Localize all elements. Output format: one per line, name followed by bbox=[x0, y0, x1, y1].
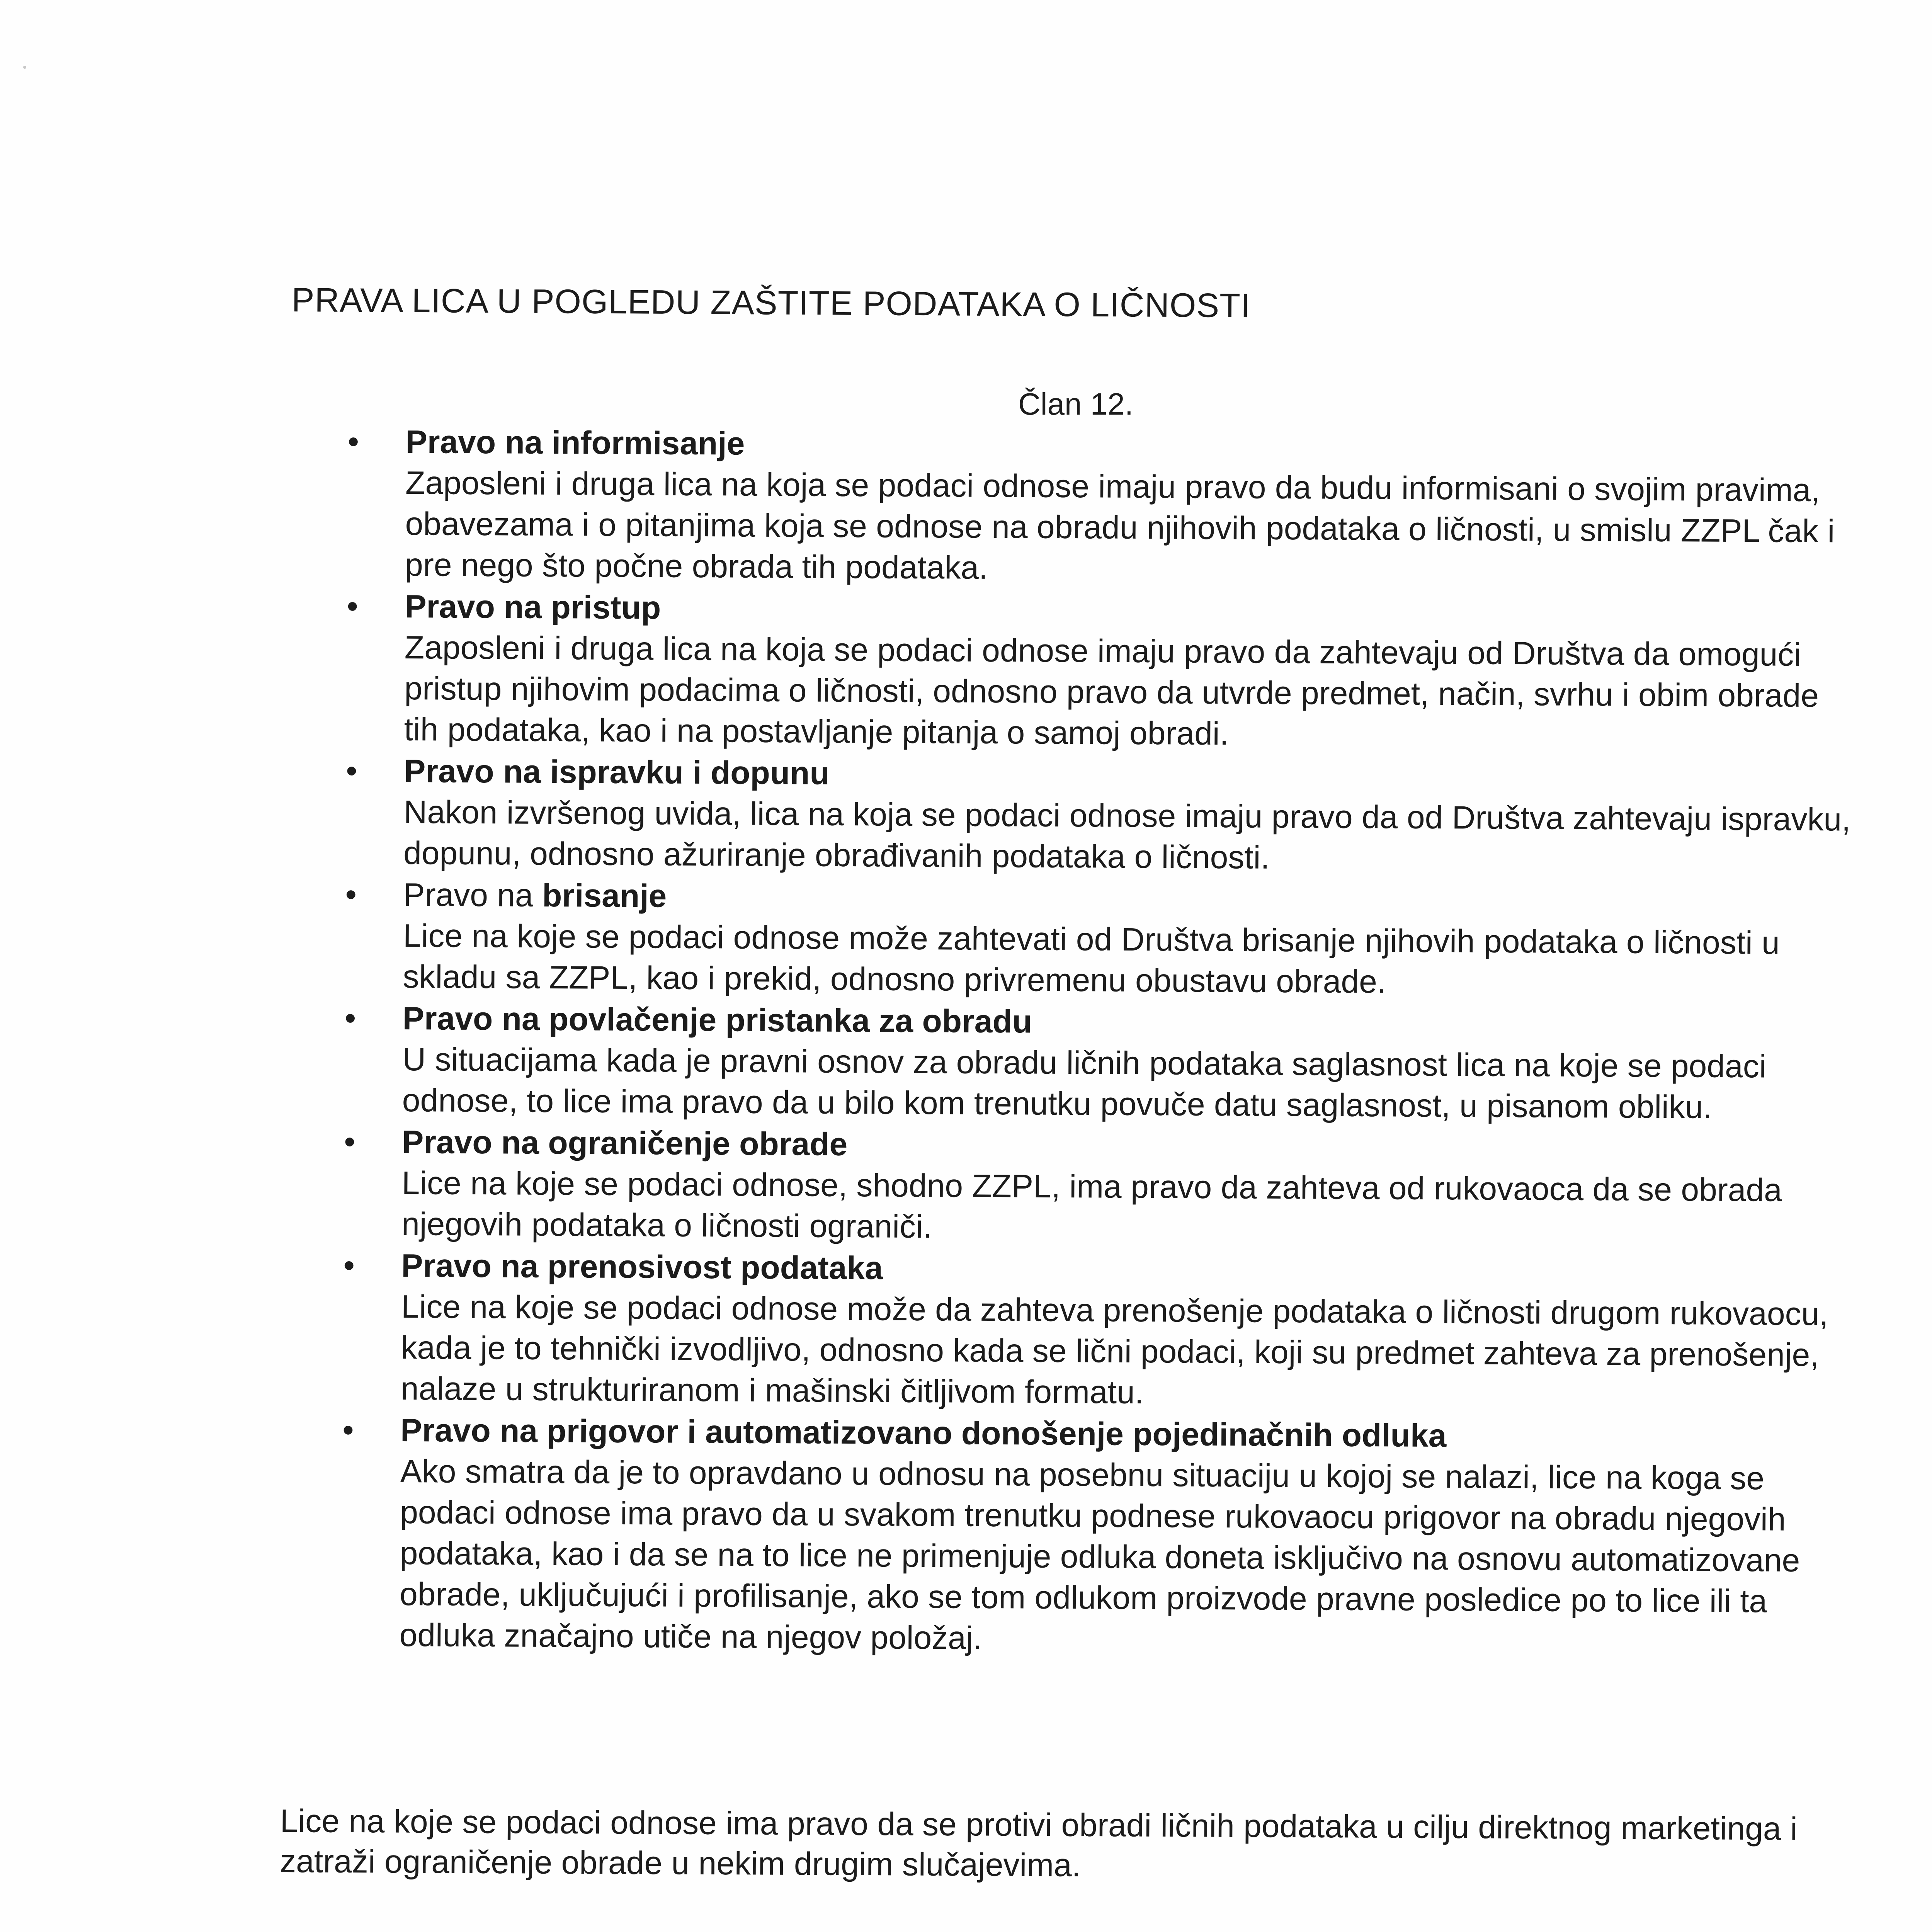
right-description: Nakon izvršenog uvida, lica na koja se podaci odnose imaju pravo da od Društva zahtevaju ispravku, dopunu, odnosno ažuriranje obrađivanih podataka o ličnosti. bbox=[403, 793, 1851, 876]
bullet-icon: • bbox=[347, 588, 359, 624]
document-title: PRAVA LICA U POGLEDU ZAŠTITE PODATAKA O LIČNOSTI bbox=[291, 281, 1251, 325]
list-item-right-to-portability bbox=[343, 1245, 1854, 1417]
bullet-icon: • bbox=[344, 1000, 356, 1036]
rights-list bbox=[342, 421, 1859, 1664]
right-description: U situacijama kada je pravni osnov za obradu ličnih podataka saglasnost lica na koje se podaci odnose, to lice ima pravo da u bilo kom trenutku povuče datu saglasnost, u pisanom obliku. bbox=[402, 1041, 1767, 1125]
bullet-icon: • bbox=[344, 1123, 355, 1160]
right-description: Lice na koje se podaci odnose može zahtevati od Društva brisanje njihovih podataka o ličnosti u skladu sa ZZPL, kao i prekid, odnosno privremenu obustavu obrade. bbox=[403, 917, 1780, 1000]
right-description: Lice na koje se podaci odnose, shodno ZZPL, ima pravo da zahteva od rukovaoca da se obrada njegovih podataka o ličnosti ograniči. bbox=[401, 1164, 1782, 1245]
right-description: Ako smatra da je to opravdano u odnosu na posebnu situaciju u kojoj se nalazi, lice na koga se podaci odnose ima pravo da u svakom trenutku podnese rukovaocu prigovor na obradu njegovih podataka, kao i da se na to lice ne primenjuje odluka doneta isključivo na osnovu automatizovane obrade, uključujući i profilisanje, ako se tom odlukom proizvode pravne posledice po to lice ili ta odluka značajno utiče na njegov položaj. bbox=[399, 1452, 1800, 1656]
right-description: Zaposleni i druga lica na koja se podaci odnose imaju pravo da budu informisani o svojim pravima, obavezama i o pitanjima koja se odnose na obradu njihovih podataka o ličnosti, u smislu ZZPL čak i pre nego što počne obrada tih podataka. bbox=[405, 464, 1835, 586]
list-item-right-of-access bbox=[347, 586, 1858, 757]
list-item-right-to-object bbox=[342, 1410, 1853, 1663]
scan-speck bbox=[23, 66, 26, 69]
paragraph-complaint bbox=[279, 1930, 1826, 1932]
right-heading-emphasis: brisanje bbox=[542, 877, 667, 914]
list-item-right-to-withdraw-consent bbox=[344, 998, 1856, 1128]
right-heading: Pravo na ispravku i dopunu bbox=[404, 752, 830, 791]
bullet-icon: • bbox=[343, 1247, 355, 1284]
right-heading-prefix: Pravo na bbox=[403, 876, 534, 913]
right-heading: Pravo na ograničenje obrade bbox=[401, 1123, 848, 1163]
bullet-icon: • bbox=[347, 423, 359, 460]
right-heading bbox=[403, 874, 1856, 923]
right-description: Zaposleni i druga lica na koja se podaci odnose imaju pravo da zahtevaju od Društva da omogući pristup njihovim podacima o ličnosti, odnosno pravo da utvrde predmet, način, svrhu i obim obrade tih podataka, kao i na postavljanje pitanja o samoj obradi. bbox=[404, 629, 1819, 752]
right-heading: Pravo na prenosivost podataka bbox=[401, 1247, 883, 1286]
bullet-icon: • bbox=[345, 876, 357, 913]
right-heading: Pravo na povlačenje pristanka za obradu bbox=[402, 1000, 1032, 1040]
bullet-icon: • bbox=[346, 752, 357, 789]
right-description: Lice na koje se podaci odnose može da zahteva prenošenje podataka o ličnosti drugom rukovaocu, kada je to tehnički izvodljivo, odnosno kada se lični podaci, koji su predmet zahteva za prenošenje, nalaze u strukturiranom i mašinski čitljivom formatu. bbox=[400, 1288, 1828, 1411]
bullet-icon: • bbox=[342, 1412, 354, 1448]
list-item-right-to-information bbox=[347, 421, 1859, 593]
right-heading: Pravo na informisanje bbox=[405, 423, 745, 462]
paragraph-direct-marketing: Lice na koje se podaci odnose ima pravo da se protivi obradi ličnih podataka u cilju direktnog marketinga i zatraži ograničenje obrade u nekim drugim slučajevima. bbox=[279, 1803, 1798, 1883]
list-item-right-to-erasure bbox=[345, 874, 1856, 1005]
right-heading: Pravo na pristup bbox=[405, 588, 661, 626]
list-item-right-to-restriction bbox=[344, 1121, 1855, 1252]
list-item-right-to-rectification bbox=[346, 750, 1857, 881]
article-number: Član 12. bbox=[1018, 387, 1133, 421]
right-heading: Pravo na prigovor i automatizovano donošenje pojedinačnih odluka bbox=[400, 1412, 1447, 1454]
